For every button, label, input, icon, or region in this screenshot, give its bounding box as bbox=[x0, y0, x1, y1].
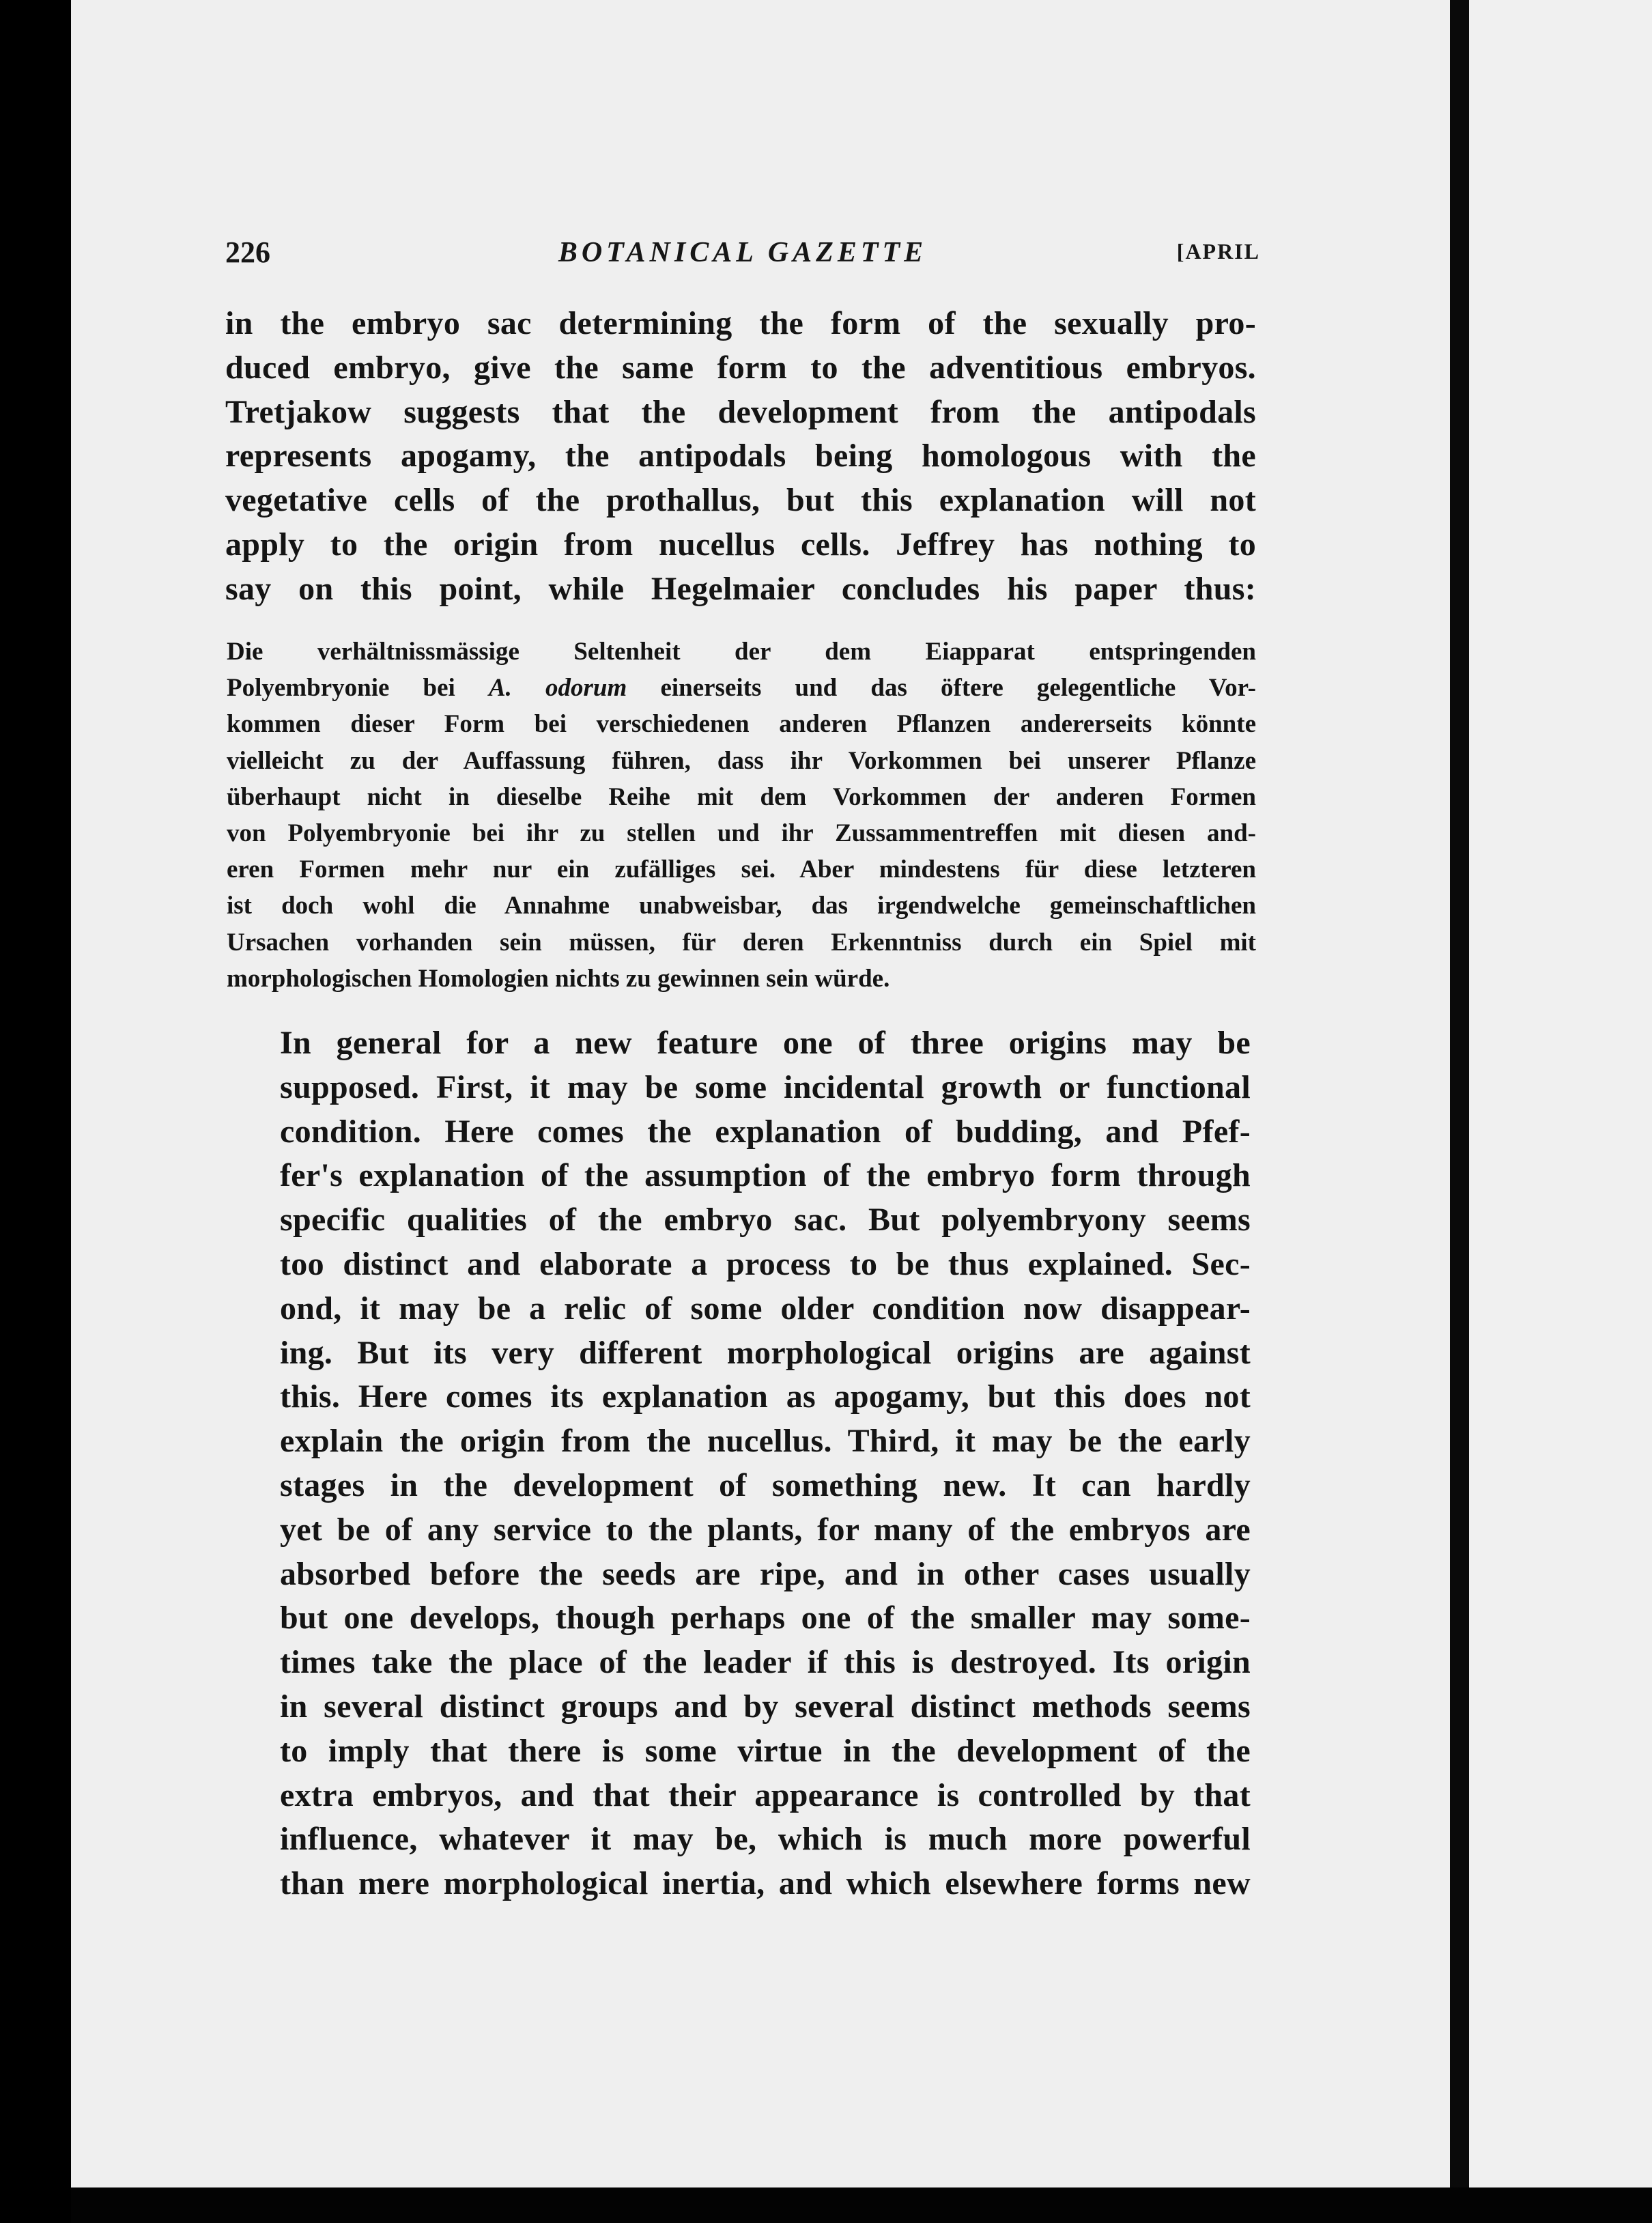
text-line: to imply that there is some virtue in the development of the bbox=[280, 1732, 1251, 1769]
quote-line: Ursachen vorhanden sein müssen, für deren Erkenntniss durch ein Spiel mit bbox=[227, 928, 1256, 957]
quote-line: von Polyembryonie bei ihr zu stellen und ihr Zussammentreffen mit diesen and- bbox=[227, 819, 1256, 848]
text-line: absorbed before the seeds are ripe, and in other cases usually bbox=[280, 1555, 1251, 1592]
text-line: in the embryo sac determining the form of the sexually pro- bbox=[225, 305, 1256, 341]
text-line: ond, it may be a relic of some older condition now disappear- bbox=[280, 1290, 1251, 1327]
journal-title: BOTANICAL GAZETTE bbox=[558, 237, 928, 268]
text-line: duced embryo, give the same form to the adventitious embryos. bbox=[225, 349, 1256, 386]
issue-month: [APRIL bbox=[1176, 239, 1260, 264]
quote-line: eren Formen mehr nur ein zufälliges sei. Aber mindestens für diese letzteren bbox=[227, 855, 1256, 884]
text-line: stages in the development of something new. It can hardly bbox=[280, 1467, 1251, 1503]
text-line: yet be of any service to the plants, for many of the embryos are bbox=[280, 1511, 1251, 1548]
text-line: supposed. First, it may be some incidental growth or functional bbox=[280, 1068, 1251, 1105]
quote-line: Polyembryonie bei A. odorum einerseits und das öftere gelegentliche Vor- bbox=[227, 674, 1256, 703]
text-line: fer's explanation of the assumption of the embryo form through bbox=[280, 1157, 1251, 1194]
text-line: explain the origin from the nucellus. Third, it may be the early bbox=[280, 1423, 1251, 1460]
running-head bbox=[225, 235, 1260, 269]
quote-line: vielleicht zu der Auffassung führen, dass ihr Vorkommen bei unserer Pflanze bbox=[227, 746, 1256, 775]
species-name: A. odorum bbox=[488, 674, 627, 703]
quote-line: Die verhältnissmässige Seltenheit der dem Eiapparat entspringenden bbox=[227, 638, 1256, 666]
text-line: vegetative cells of the prothallus, but this explanation will not bbox=[225, 482, 1256, 519]
text-line: In general for a new feature one of three origins may be bbox=[280, 1025, 1251, 1061]
text-line: apply to the origin from nucellus cells. Jeffrey has nothing to bbox=[225, 526, 1256, 563]
paragraph-continuation bbox=[225, 302, 1256, 612]
text-line: Tretjakow suggests that the development from the antipodals bbox=[225, 393, 1256, 430]
text-line: than mere morphological inertia, and which elsewhere forms new bbox=[280, 1865, 1251, 1902]
block-quotation bbox=[227, 634, 1256, 997]
text-line: too distinct and elaborate a process to be thus explained. Sec- bbox=[280, 1245, 1251, 1282]
text-line: times take the place of the leader if this is destroyed. Its origin bbox=[280, 1644, 1251, 1681]
scan-border-bottom bbox=[71, 2187, 1652, 2223]
text-line: influence, whatever it may be, which is much more powerful bbox=[280, 1821, 1251, 1858]
text-line: extra embryos, and that their appearance is controlled by that bbox=[280, 1776, 1251, 1813]
quote-line: ist doch wohl die Annahme unabweisbar, das irgendwelche gemeinschaftlichen bbox=[227, 892, 1256, 920]
page-gutter bbox=[1450, 0, 1469, 2187]
text-line: but one develops, though perhaps one of the smaller may some- bbox=[280, 1600, 1251, 1637]
text-line: represents apogamy, the antipodals being homologous with the bbox=[225, 438, 1256, 475]
paragraph-three-origins bbox=[220, 1021, 1251, 1906]
text-line: this. Here comes its explanation as apogamy, but this does not bbox=[280, 1378, 1251, 1415]
text-line: in several distinct groups and by several distinct methods seems bbox=[280, 1688, 1251, 1725]
text-line: specific qualities of the embryo sac. But polyembryony seems bbox=[280, 1202, 1251, 1238]
quote-line: morphologischen Homologien nichts zu gewinnen sein würde. bbox=[227, 964, 890, 993]
text-line: ing. But its very different morphological origins are against bbox=[280, 1334, 1251, 1371]
quote-line: kommen dieser Form bei verschiedenen anderen Pflanzen andererseits könnte bbox=[227, 710, 1256, 739]
quote-line: überhaupt nicht in dieselbe Reihe mit dem Vorkommen der anderen Formen bbox=[227, 782, 1256, 811]
facing-page-edge bbox=[1469, 0, 1652, 2187]
text-line: say on this point, while Hegelmaier concludes his paper thus: bbox=[225, 570, 1256, 607]
page-number: 226 bbox=[225, 236, 270, 269]
text-line: condition. Here comes the explanation of budding, and Pfef- bbox=[280, 1113, 1251, 1150]
